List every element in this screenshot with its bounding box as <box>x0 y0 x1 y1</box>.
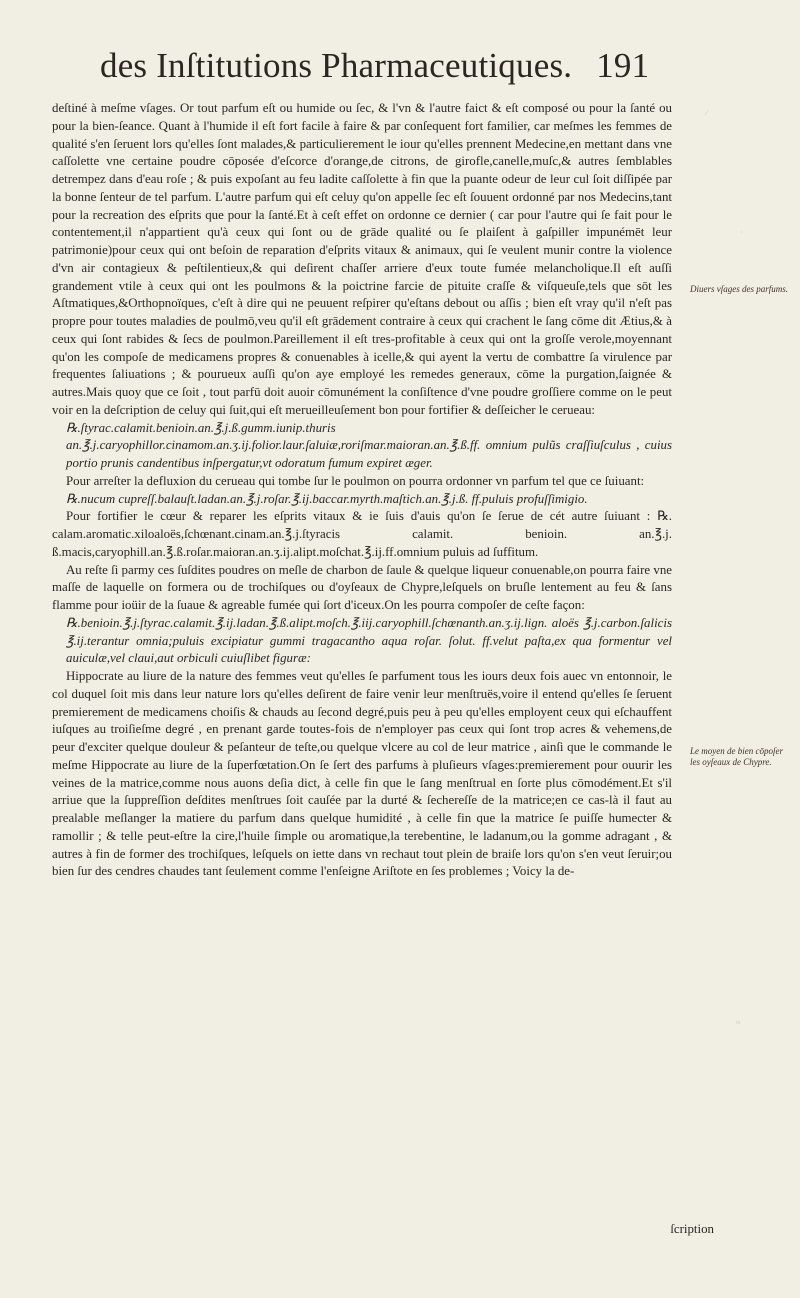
paragraph: Pour fortifier le cœur & reparer les eſprits vitaux & ie ſuis d'auis qu'on ſe ſerue de cét autre ſuiuant : ℞. calam.aromatic.xiloaloës,ſchœnant.cinam.an.℥.j.ſtyracis calamit. benioin. an.℥.j. ß.macis,caryophill.an.℥.ß.roſar.maioran.an.ʒ.ij.alipt.moſchat.℥.ij.ff.omnium puluis ad ſuffitum. <box>52 509 672 559</box>
paragraph: deſtiné à meſme vſages. Or tout parfum eſt ou humide ou ſec, & l'vn & l'autre faict & eſt composé ou pour la ſanté ou pour la bien-ſeance. Quant à l'humide il eſt fort facile à faire & par conſequent fort familier, car meſmes les femmes de qualité s'en ſeruent lors qu'elles ſont malades,& particulierement le iour qu'elles prennent Medecine,en mettant dans vne caſſolette vne certaine poudre cōposée d'eſcorce d'orange,de citrons, de girofle,canelle,muſc,& autres ſemblables detrempez dans d'eau roſe ; & puis expoſant au feu ladite caſſolette à fin que la puante odeur de leur cul ſoit diſſipée par la bonne ſenteur de tel parfum. L'autre parfum qui eſt celuy qu'on appelle ſec eſt ſouuent ordonné par nos Medecins,tant pour la recreation des eſprits que pour la ſanté.Et à ceſt effet on ordonne ce dernier ( car pour l'autre qui ſe fait pour le contentement,il n'appartient qu'à ceux qui ſont ou de grāde qualité ou ſe plaiſent à gaſpiller impunémēt leur patrimonie)pour ceux qui ont beſoin de reparation d'eſprits vitaux & animaux, qui ſe veulent munir contre la violence d'vn air contagieux & peſtilentieux,& qui deſirent chaſſer arriere d'eux toute fumée melancholique.Il eſt auſſi grandement vtile à ceux qui ont les poulmons & la poictrine farcie de pituite craſſe & viſqueuſe,tels que sōt les Aſtmatiques,&Orthopnoïques, c'eſt à dire qui ne peuuent reſpirer qu'eſtans debout ou aſſis ; bien eſt vray qu'il n'eſt pas propre pour toutes maladies de poulmō,veu qu'il eſt grādement contraire à ceux qui crachent le ſang cōme dit Ætius,& à ceux qui ſont rabides & ſecs de poulmon.Pareillement il eſt tres-profitable à ceux qui ont la groſſe verole,moyennant qu'on les compoſe de medicamens propres & conuenables à icelle,& qui ayent la vertu de combattre ſa virulence par frequentes ſaliuations ; & pourueux auſſi qu'on aye employé les remedes generaux, cōme la purgation,ſaignée & autres.Mais quoy que ce ſoit , tout parfū doit auoir cōmunément la conſiſtence d'vne poudre groſſiere comme on le peut voir en la deſcription de celuy qui ſuit,qui eſt merueilleuſement bon pour fortifier & deſſeicher le cerueau: <box>52 101 672 417</box>
page-number: 191 <box>596 46 650 85</box>
main-text <box>52 100 672 881</box>
margin-note-composition: Le moyen de bien cōpoſer les oyſeaux de Chypre. <box>690 746 783 767</box>
recipe: ℞.benioin.℥.j.ſtyrac.calamit.℥.ij.ladan.℥.ß.alipt.moſch.℥.iij.caryophill.ſchœnanth.an.ʒ.ij.lign. aloës ℥.j.carbon.ſalicis ℥.ij.terantur omnia;puluis excipiatur gummi tragacantho aqua roſar. ſolut. ff.velut paſta,ex qua formentur vel auiculæ,vel claui,aut orbiculi cuiuſlibet figuræ: <box>66 615 672 666</box>
paragraph: Hippocrate au liure de la nature des femmes veut qu'elles ſe parfument tous les iours deux fois auec vn entonnoir, le col duquel ſoit mis dans leur nature lors qu'elles deſirent de faire venir leur menſtruës,voire il entend qu'elles ſe ſeruent premierement de medicamens choiſis & chauds au ſecond degré,puis peu à peu qu'elles employent ceux qui eſchauffent iuſques au troiſieſme degré , en prenant garde toutes-fois de n'employer pas ceux qui ſont trop acres & vehemens,de peur d'exciter quelque douleur & peſanteur de teſte,ou quelque vlcere au col de leur matrice , ainſi que le commande le meſme Hippocrate au liure de la ſuperfœtation.On ſe ſert des parfums à pluſieurs vſages:premierement pour ouurir les veines de la matrice,comme nous auons deſia dict, à celle fin que le ſang menſtrual en ſorte plus cōmodément.Et s'il arriue que la ſuppreſſion deſdites menſtrues ſoit cauſée par la durté & ſechereſſe de la matrice;en ce cas-là il faut au prealable meſlanger la matiere du parfum dans quelque humidité , à celle fin que la matrice ſe puiſſe humecter & ramollir ; & telle peut-eſtre la cire,l'huile ſimple ou aromatique,la terebentine, le ladanum,ou la gomme adragant , & autres à fin de former des trochiſques, leſquels on iette dans vn rechaut tout plein de braiſe lors qu'on s'en veut ſeruir;ou bien ſur des cendres chaudes tant ſeulement comme l'enſeigne Ariſtote en ſes problemes ; Voicy la de- <box>52 669 672 879</box>
recipe: ℞.nucum cupreſſ.balauſt.ladan.an.℥.j.roſar.℥.ij.baccar.myrth.maſtich.an.℥.j.ß. ff.puluis profuſſimigio. <box>66 491 588 506</box>
recipe: ℞.ſtyrac.calamit.benioin.an.℥.j.ß.gumm.iunip.thuris an.℥.j.caryophillor.cinamom.an.ʒ.ij.folior.laur.ſaluiæ,roriſmar.maioran.an.℥.ß.ff. omnium pulũs craſſiuſculus , cuius portio prunis candentibus inſpergatur,vt odoratum fumum expiret æger. <box>66 420 672 470</box>
show-through-mark: ≈ <box>736 1018 741 1027</box>
margin-note-uses: Diuers vſages des parfums. <box>690 284 788 294</box>
show-through-mark: ⁄ <box>706 108 708 117</box>
show-through-mark: · <box>740 228 743 237</box>
paragraph: Pour arreſter la defluxion du cerueau qui tombe ſur le poulmon on pourra ordonner vn parfum tel que ce ſuiuant: <box>66 473 645 488</box>
catchword: ſcription <box>670 1222 714 1236</box>
paragraph: Au reſte ſi parmy ces ſuſdites poudres on meſle de charbon de ſaule & quelque liqueur conuenable,on pourra faire vne maſſe de laquelle on formera ou de trochiſques ou d'oyſeaux de Chypre,leſquels on bruſle lentement au feu & ſans flamme pour ioüir de la ſuaue & agreable fumée qui ſort d'iceux.On les pourra compoſer de ceſte façon: <box>52 562 672 612</box>
running-title: des Inſtitutions Pharmaceutiques. <box>100 46 573 85</box>
running-head <box>100 46 660 86</box>
